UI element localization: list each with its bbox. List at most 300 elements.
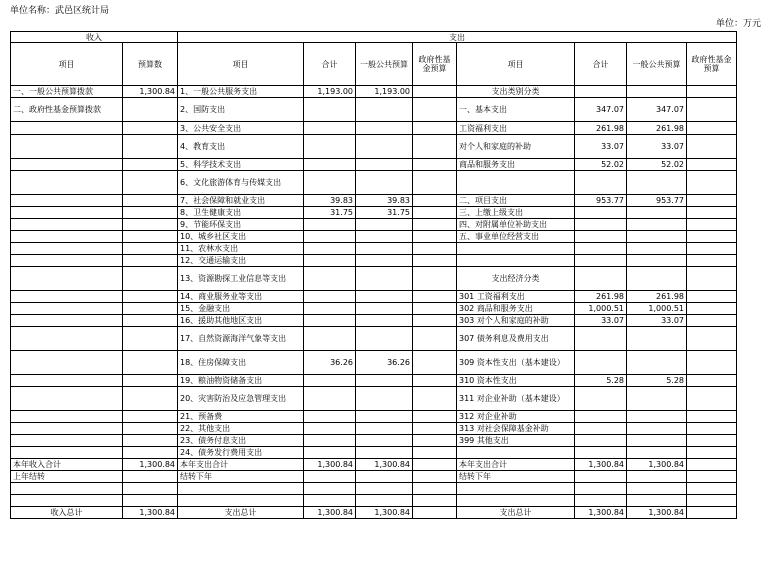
- category-item-cell: 303 对个人和家庭的补助: [457, 315, 575, 327]
- category-fund-cell: [687, 98, 737, 122]
- category-total-cell: 261.98: [575, 291, 627, 303]
- expense-total-cell: [304, 291, 356, 303]
- category-general-cell: 953.77: [627, 195, 687, 207]
- category-general-cell: 261.98: [627, 122, 687, 135]
- category-total-cell: [575, 171, 627, 195]
- income-budget-cell: [123, 291, 178, 303]
- category-total-cell: [575, 447, 627, 459]
- table-row: [11, 159, 737, 171]
- category-fund-cell: [687, 351, 737, 375]
- expense-total-cell: 31.75: [304, 207, 356, 219]
- category-total-cell: 1,000.51: [575, 303, 627, 315]
- income-budget-cell: [123, 219, 178, 231]
- expense-total-cell: [304, 135, 356, 159]
- category-fund-cell: [687, 435, 737, 447]
- expense-general-cell: [356, 243, 413, 255]
- category-item-cell: 二、项目支出: [457, 195, 575, 207]
- expense-item-cell: 8、卫生健康支出: [178, 207, 304, 219]
- income-budget-cell: [123, 195, 178, 207]
- empty-row: [11, 483, 737, 495]
- table-row: [11, 411, 737, 423]
- expense-general-cell: [356, 303, 413, 315]
- category-carry-out-fund: [687, 471, 737, 483]
- category-fund-cell: [687, 219, 737, 231]
- expense-total-cell: [304, 387, 356, 411]
- expense-total-cell: [304, 243, 356, 255]
- category-total-cell: [575, 327, 627, 351]
- category-year-fund-value: [687, 459, 737, 471]
- income-budget-cell: [123, 243, 178, 255]
- income-sum-value: 1,300.84: [123, 507, 178, 519]
- category-item-cell: 399 其他支出: [457, 435, 575, 447]
- category-item-cell: [457, 255, 575, 267]
- category-fund-cell: [687, 243, 737, 255]
- expense-general-cell: [356, 291, 413, 303]
- empty-cell: [356, 495, 413, 507]
- category-year-total-label: 本年支出合计: [457, 459, 575, 471]
- expense-fund-header: 政府性基金预算: [413, 43, 457, 86]
- expense-total-cell: [304, 375, 356, 387]
- income-item-cell: [11, 122, 123, 135]
- expense-fund-cell: [413, 243, 457, 255]
- category-total-cell: [575, 387, 627, 411]
- expense-fund-cell: [413, 303, 457, 315]
- expense-total-cell: [304, 411, 356, 423]
- category-general-cell: [627, 327, 687, 351]
- expense-item-cell: 21、预备费: [178, 411, 304, 423]
- expense-item-cell: 24、债务发行费用支出: [178, 447, 304, 459]
- category-item-header: 项目: [457, 43, 575, 86]
- category-general-cell: 347.07: [627, 98, 687, 122]
- expense-general-cell: [356, 315, 413, 327]
- income-item-cell: [11, 423, 123, 435]
- carry-out-total: [304, 471, 356, 483]
- table-row: [11, 98, 737, 122]
- category-general-cell: [627, 255, 687, 267]
- category-fund-cell: [687, 411, 737, 423]
- income-item-cell: [11, 351, 123, 375]
- expense-item-cell: 14、商业服务业等支出: [178, 291, 304, 303]
- category-general-cell: [627, 86, 687, 98]
- table-row: [11, 303, 737, 315]
- expense-item-cell: 4、教育支出: [178, 135, 304, 159]
- expense-item-cell: 12、交通运输支出: [178, 255, 304, 267]
- table-row: [11, 231, 737, 243]
- category-item-cell: 支出经济分类: [457, 267, 575, 291]
- income-item-cell: [11, 447, 123, 459]
- category-total-cell: 33.07: [575, 315, 627, 327]
- income-sum-label: 收入总计: [11, 507, 123, 519]
- empty-cell: [413, 495, 457, 507]
- carry-out-fund: [413, 471, 457, 483]
- category-total-cell: [575, 435, 627, 447]
- income-group-header: 收入: [11, 32, 178, 43]
- empty-cell: [413, 483, 457, 495]
- expense-general-cell: [356, 219, 413, 231]
- income-budget-cell: [123, 435, 178, 447]
- expense-fund-cell: [413, 171, 457, 195]
- category-general-cell: [627, 267, 687, 291]
- expense-general-cell: [356, 255, 413, 267]
- category-fund-cell: [687, 207, 737, 219]
- income-budget-cell: [123, 315, 178, 327]
- expense-fund-cell: [413, 231, 457, 243]
- category-general-cell: [627, 171, 687, 195]
- income-year-total-value: 1,300.84: [123, 459, 178, 471]
- expense-general-cell: 1,193.00: [356, 86, 413, 98]
- expense-item-cell: 1、一般公共服务支出: [178, 86, 304, 98]
- empty-cell: [627, 495, 687, 507]
- category-total-cell: [575, 411, 627, 423]
- category-general-cell: 1,000.51: [627, 303, 687, 315]
- expense-item-cell: 19、粮油物资储备支出: [178, 375, 304, 387]
- expense-total-cell: [304, 171, 356, 195]
- category-item-cell: 工资福利支出: [457, 122, 575, 135]
- expense-fund-cell: [413, 423, 457, 435]
- category-fund-cell: [687, 267, 737, 291]
- category-total-cell: [575, 423, 627, 435]
- empty-row: [11, 495, 737, 507]
- category-total-cell: 33.07: [575, 135, 627, 159]
- expense-total-cell: [304, 447, 356, 459]
- expense-fund-cell: [413, 351, 457, 375]
- category-general-cell: [627, 423, 687, 435]
- category-general-cell: 5.28: [627, 375, 687, 387]
- table-row: [11, 207, 737, 219]
- table-row: [11, 351, 737, 375]
- expense-item-cell: 3、公共安全支出: [178, 122, 304, 135]
- expense-fund-cell: [413, 315, 457, 327]
- category-fund-cell: [687, 315, 737, 327]
- empty-cell: [11, 483, 123, 495]
- expense-general-cell: [356, 411, 413, 423]
- table-row: [11, 423, 737, 435]
- expense-general-cell: 36.26: [356, 351, 413, 375]
- category-fund-cell: [687, 195, 737, 207]
- expense-total-cell: [304, 122, 356, 135]
- table-row: [11, 327, 737, 351]
- category-general-cell: [627, 411, 687, 423]
- category-general-cell: 261.98: [627, 291, 687, 303]
- category-sum-total: 1,300.84: [575, 507, 627, 519]
- expense-fund-cell: [413, 435, 457, 447]
- table-row: [11, 267, 737, 291]
- carry-in-value: [123, 471, 178, 483]
- category-total-cell: 953.77: [575, 195, 627, 207]
- expense-general-cell: [356, 171, 413, 195]
- income-item-cell: [11, 135, 123, 159]
- income-item-cell: [11, 291, 123, 303]
- expense-total-cell: [304, 98, 356, 122]
- category-item-cell: 五、事业单位经营支出: [457, 231, 575, 243]
- income-budget-cell: [123, 423, 178, 435]
- category-general-cell: 52.02: [627, 159, 687, 171]
- category-general-cell: [627, 447, 687, 459]
- category-general-cell: [627, 243, 687, 255]
- category-fund-cell: [687, 447, 737, 459]
- income-item-header: 项目: [11, 43, 123, 86]
- empty-cell: [123, 483, 178, 495]
- category-total-cell: [575, 86, 627, 98]
- expense-fund-cell: [413, 327, 457, 351]
- carry-in-label: 上年结转: [11, 471, 123, 483]
- expense-total-cell: 1,193.00: [304, 86, 356, 98]
- category-total-cell: [575, 231, 627, 243]
- expense-item-cell: 11、农林水支出: [178, 243, 304, 255]
- table-row: [11, 122, 737, 135]
- empty-cell: [457, 483, 575, 495]
- category-item-cell: 312 对企业补助: [457, 411, 575, 423]
- expense-item-cell: 18、住房保障支出: [178, 351, 304, 375]
- income-item-cell: [11, 219, 123, 231]
- expense-general-cell: [356, 387, 413, 411]
- table-row: [11, 171, 737, 195]
- table-row: [11, 315, 737, 327]
- expense-general-cell: [356, 327, 413, 351]
- expense-item-header: 项目: [178, 43, 304, 86]
- income-budget-cell: [123, 387, 178, 411]
- category-item-cell: 三、上缴上级支出: [457, 207, 575, 219]
- category-sum-label: 支出总计: [457, 507, 575, 519]
- category-general-cell: [627, 231, 687, 243]
- category-item-cell: 310 资本性支出: [457, 375, 575, 387]
- category-general-cell: 33.07: [627, 135, 687, 159]
- category-year-total-value: 1,300.84: [575, 459, 627, 471]
- unit-name-label: 单位名称：武邑区统计局: [10, 6, 110, 16]
- income-budget-cell: [123, 159, 178, 171]
- income-item-cell: [11, 315, 123, 327]
- year-total-row: [11, 459, 737, 471]
- expense-item-cell: 23、债务付息支出: [178, 435, 304, 447]
- expense-fund-cell: [413, 219, 457, 231]
- expense-general-cell: [356, 159, 413, 171]
- expense-sum-label: 支出总计: [178, 507, 304, 519]
- income-budget-cell: [123, 122, 178, 135]
- category-total-cell: 347.07: [575, 98, 627, 122]
- category-fund-cell: [687, 122, 737, 135]
- income-budget-cell: [123, 327, 178, 351]
- income-budget-cell: [123, 351, 178, 375]
- expense-total-cell: [304, 159, 356, 171]
- income-item-cell: [11, 207, 123, 219]
- expense-total-cell: [304, 231, 356, 243]
- expense-item-cell: 5、科学技术支出: [178, 159, 304, 171]
- expense-total-cell: 39.83: [304, 195, 356, 207]
- empty-cell: [123, 495, 178, 507]
- income-item-cell: [11, 231, 123, 243]
- expense-fund-cell: [413, 207, 457, 219]
- category-fund-cell: [687, 255, 737, 267]
- income-item-cell: 一、一般公共预算拨款: [11, 86, 123, 98]
- category-fund-cell: [687, 159, 737, 171]
- expense-fund-cell: [413, 195, 457, 207]
- table-row: [11, 375, 737, 387]
- empty-cell: [178, 483, 304, 495]
- expense-fund-cell: [413, 122, 457, 135]
- category-sum-general: 1,300.84: [627, 507, 687, 519]
- expense-general-cell: 39.83: [356, 195, 413, 207]
- expense-sum-total: 1,300.84: [304, 507, 356, 519]
- category-total-cell: [575, 219, 627, 231]
- expense-total-cell: [304, 327, 356, 351]
- category-general-cell: [627, 207, 687, 219]
- category-carry-out-label: 结转下年: [457, 471, 575, 483]
- grand-total-row: [11, 507, 737, 519]
- expense-total-cell: [304, 435, 356, 447]
- expense-fund-cell: [413, 86, 457, 98]
- income-item-cell: [11, 411, 123, 423]
- income-budget-cell: 1,300.84: [123, 86, 178, 98]
- income-item-cell: [11, 327, 123, 351]
- expense-fund-cell: [413, 159, 457, 171]
- empty-cell: [687, 483, 737, 495]
- income-budget-cell: [123, 375, 178, 387]
- expense-total-cell: [304, 219, 356, 231]
- income-budget-cell: [123, 411, 178, 423]
- expense-item-cell: 13、资源勘探工业信息等支出: [178, 267, 304, 291]
- expense-total-cell: [304, 255, 356, 267]
- income-item-cell: [11, 267, 123, 291]
- category-total-cell: [575, 255, 627, 267]
- income-budget-cell: [123, 98, 178, 122]
- category-total-cell: [575, 351, 627, 375]
- category-fund-cell: [687, 231, 737, 243]
- empty-cell: [627, 483, 687, 495]
- expense-fund-cell: [413, 255, 457, 267]
- expense-item-cell: 7、社会保障和就业支出: [178, 195, 304, 207]
- carry-out-general: [356, 471, 413, 483]
- category-total-header: 合计: [575, 43, 627, 86]
- expense-sum-general: 1,300.84: [356, 507, 413, 519]
- expense-year-total-value: 1,300.84: [304, 459, 356, 471]
- category-carry-out-general: [627, 471, 687, 483]
- expense-item-cell: 2、国防支出: [178, 98, 304, 122]
- category-general-cell: [627, 435, 687, 447]
- category-item-cell: 支出类别分类: [457, 86, 575, 98]
- category-fund-cell: [687, 171, 737, 195]
- category-item-cell: 四、对附属单位补助支出: [457, 219, 575, 231]
- empty-cell: [178, 495, 304, 507]
- table-row: [11, 219, 737, 231]
- category-item-cell: 313 对社会保障基金补助: [457, 423, 575, 435]
- carry-row: [11, 471, 737, 483]
- income-item-cell: 二、政府性基金预算拨款: [11, 98, 123, 122]
- expense-year-fund-value: [413, 459, 457, 471]
- category-total-cell: [575, 243, 627, 255]
- category-fund-cell: [687, 291, 737, 303]
- expense-total-cell: [304, 267, 356, 291]
- expense-item-cell: 15、金融支出: [178, 303, 304, 315]
- expense-sum-fund: [413, 507, 457, 519]
- expense-fund-cell: [413, 291, 457, 303]
- expense-fund-cell: [413, 98, 457, 122]
- expense-total-cell: 36.26: [304, 351, 356, 375]
- category-general-header: 一般公共预算: [627, 43, 687, 86]
- expense-general-cell: [356, 375, 413, 387]
- expense-item-cell: 16、援助其他地区支出: [178, 315, 304, 327]
- expense-group-header: 支出: [178, 32, 737, 43]
- table-row: [11, 447, 737, 459]
- category-total-cell: 5.28: [575, 375, 627, 387]
- group-header-row: [11, 32, 737, 43]
- table-row: [11, 255, 737, 267]
- category-year-general-value: 1,300.84: [627, 459, 687, 471]
- expense-fund-cell: [413, 411, 457, 423]
- income-item-cell: [11, 255, 123, 267]
- income-item-cell: [11, 171, 123, 195]
- category-sum-fund: [687, 507, 737, 519]
- expense-fund-cell: [413, 375, 457, 387]
- empty-cell: [575, 483, 627, 495]
- empty-cell: [575, 495, 627, 507]
- income-budget-cell: [123, 135, 178, 159]
- table-row: [11, 86, 737, 98]
- expense-item-cell: 17、自然资源海洋气象等支出: [178, 327, 304, 351]
- income-budget-header: 预算数: [123, 43, 178, 86]
- category-fund-cell: [687, 135, 737, 159]
- table-row: [11, 195, 737, 207]
- category-item-cell: 对个人和家庭的补助: [457, 135, 575, 159]
- table-row: [11, 135, 737, 159]
- income-item-cell: [11, 375, 123, 387]
- expense-general-header: 一般公共预算: [356, 43, 413, 86]
- income-item-cell: [11, 195, 123, 207]
- expense-item-cell: 20、灾害防治及应急管理支出: [178, 387, 304, 411]
- empty-cell: [687, 495, 737, 507]
- expense-total-cell: [304, 423, 356, 435]
- empty-cell: [304, 483, 356, 495]
- expense-fund-cell: [413, 135, 457, 159]
- category-general-cell: [627, 219, 687, 231]
- income-year-total-label: 本年收入合计: [11, 459, 123, 471]
- category-item-cell: 307 债务利息及费用支出: [457, 327, 575, 351]
- expense-item-cell: 22、其他支出: [178, 423, 304, 435]
- expense-general-cell: [356, 135, 413, 159]
- income-item-cell: [11, 159, 123, 171]
- category-item-cell: 311 对企业补助（基本建设）: [457, 387, 575, 411]
- column-header-row: [11, 43, 737, 86]
- category-item-cell: [457, 243, 575, 255]
- expense-general-cell: [356, 447, 413, 459]
- expense-fund-cell: [413, 387, 457, 411]
- category-total-cell: 52.02: [575, 159, 627, 171]
- income-budget-cell: [123, 171, 178, 195]
- expense-total-cell: [304, 303, 356, 315]
- category-carry-out-total: [575, 471, 627, 483]
- category-general-cell: [627, 387, 687, 411]
- category-general-cell: 33.07: [627, 315, 687, 327]
- category-fund-cell: [687, 423, 737, 435]
- category-item-cell: 309 资本性支出（基本建设）: [457, 351, 575, 375]
- table-row: [11, 291, 737, 303]
- carry-out-label: 结转下年: [178, 471, 304, 483]
- category-fund-cell: [687, 375, 737, 387]
- expense-fund-cell: [413, 447, 457, 459]
- expense-year-general-value: 1,300.84: [356, 459, 413, 471]
- category-total-cell: 261.98: [575, 122, 627, 135]
- income-budget-cell: [123, 231, 178, 243]
- category-fund-cell: [687, 327, 737, 351]
- category-item-cell: [457, 171, 575, 195]
- expense-item-cell: 10、城乡社区支出: [178, 231, 304, 243]
- income-budget-cell: [123, 447, 178, 459]
- category-fund-cell: [687, 303, 737, 315]
- category-total-cell: [575, 267, 627, 291]
- expense-total-header: 合计: [304, 43, 356, 86]
- category-item-cell: 302 商品和服务支出: [457, 303, 575, 315]
- income-item-cell: [11, 303, 123, 315]
- category-fund-header: 政府性基金预算: [687, 43, 737, 86]
